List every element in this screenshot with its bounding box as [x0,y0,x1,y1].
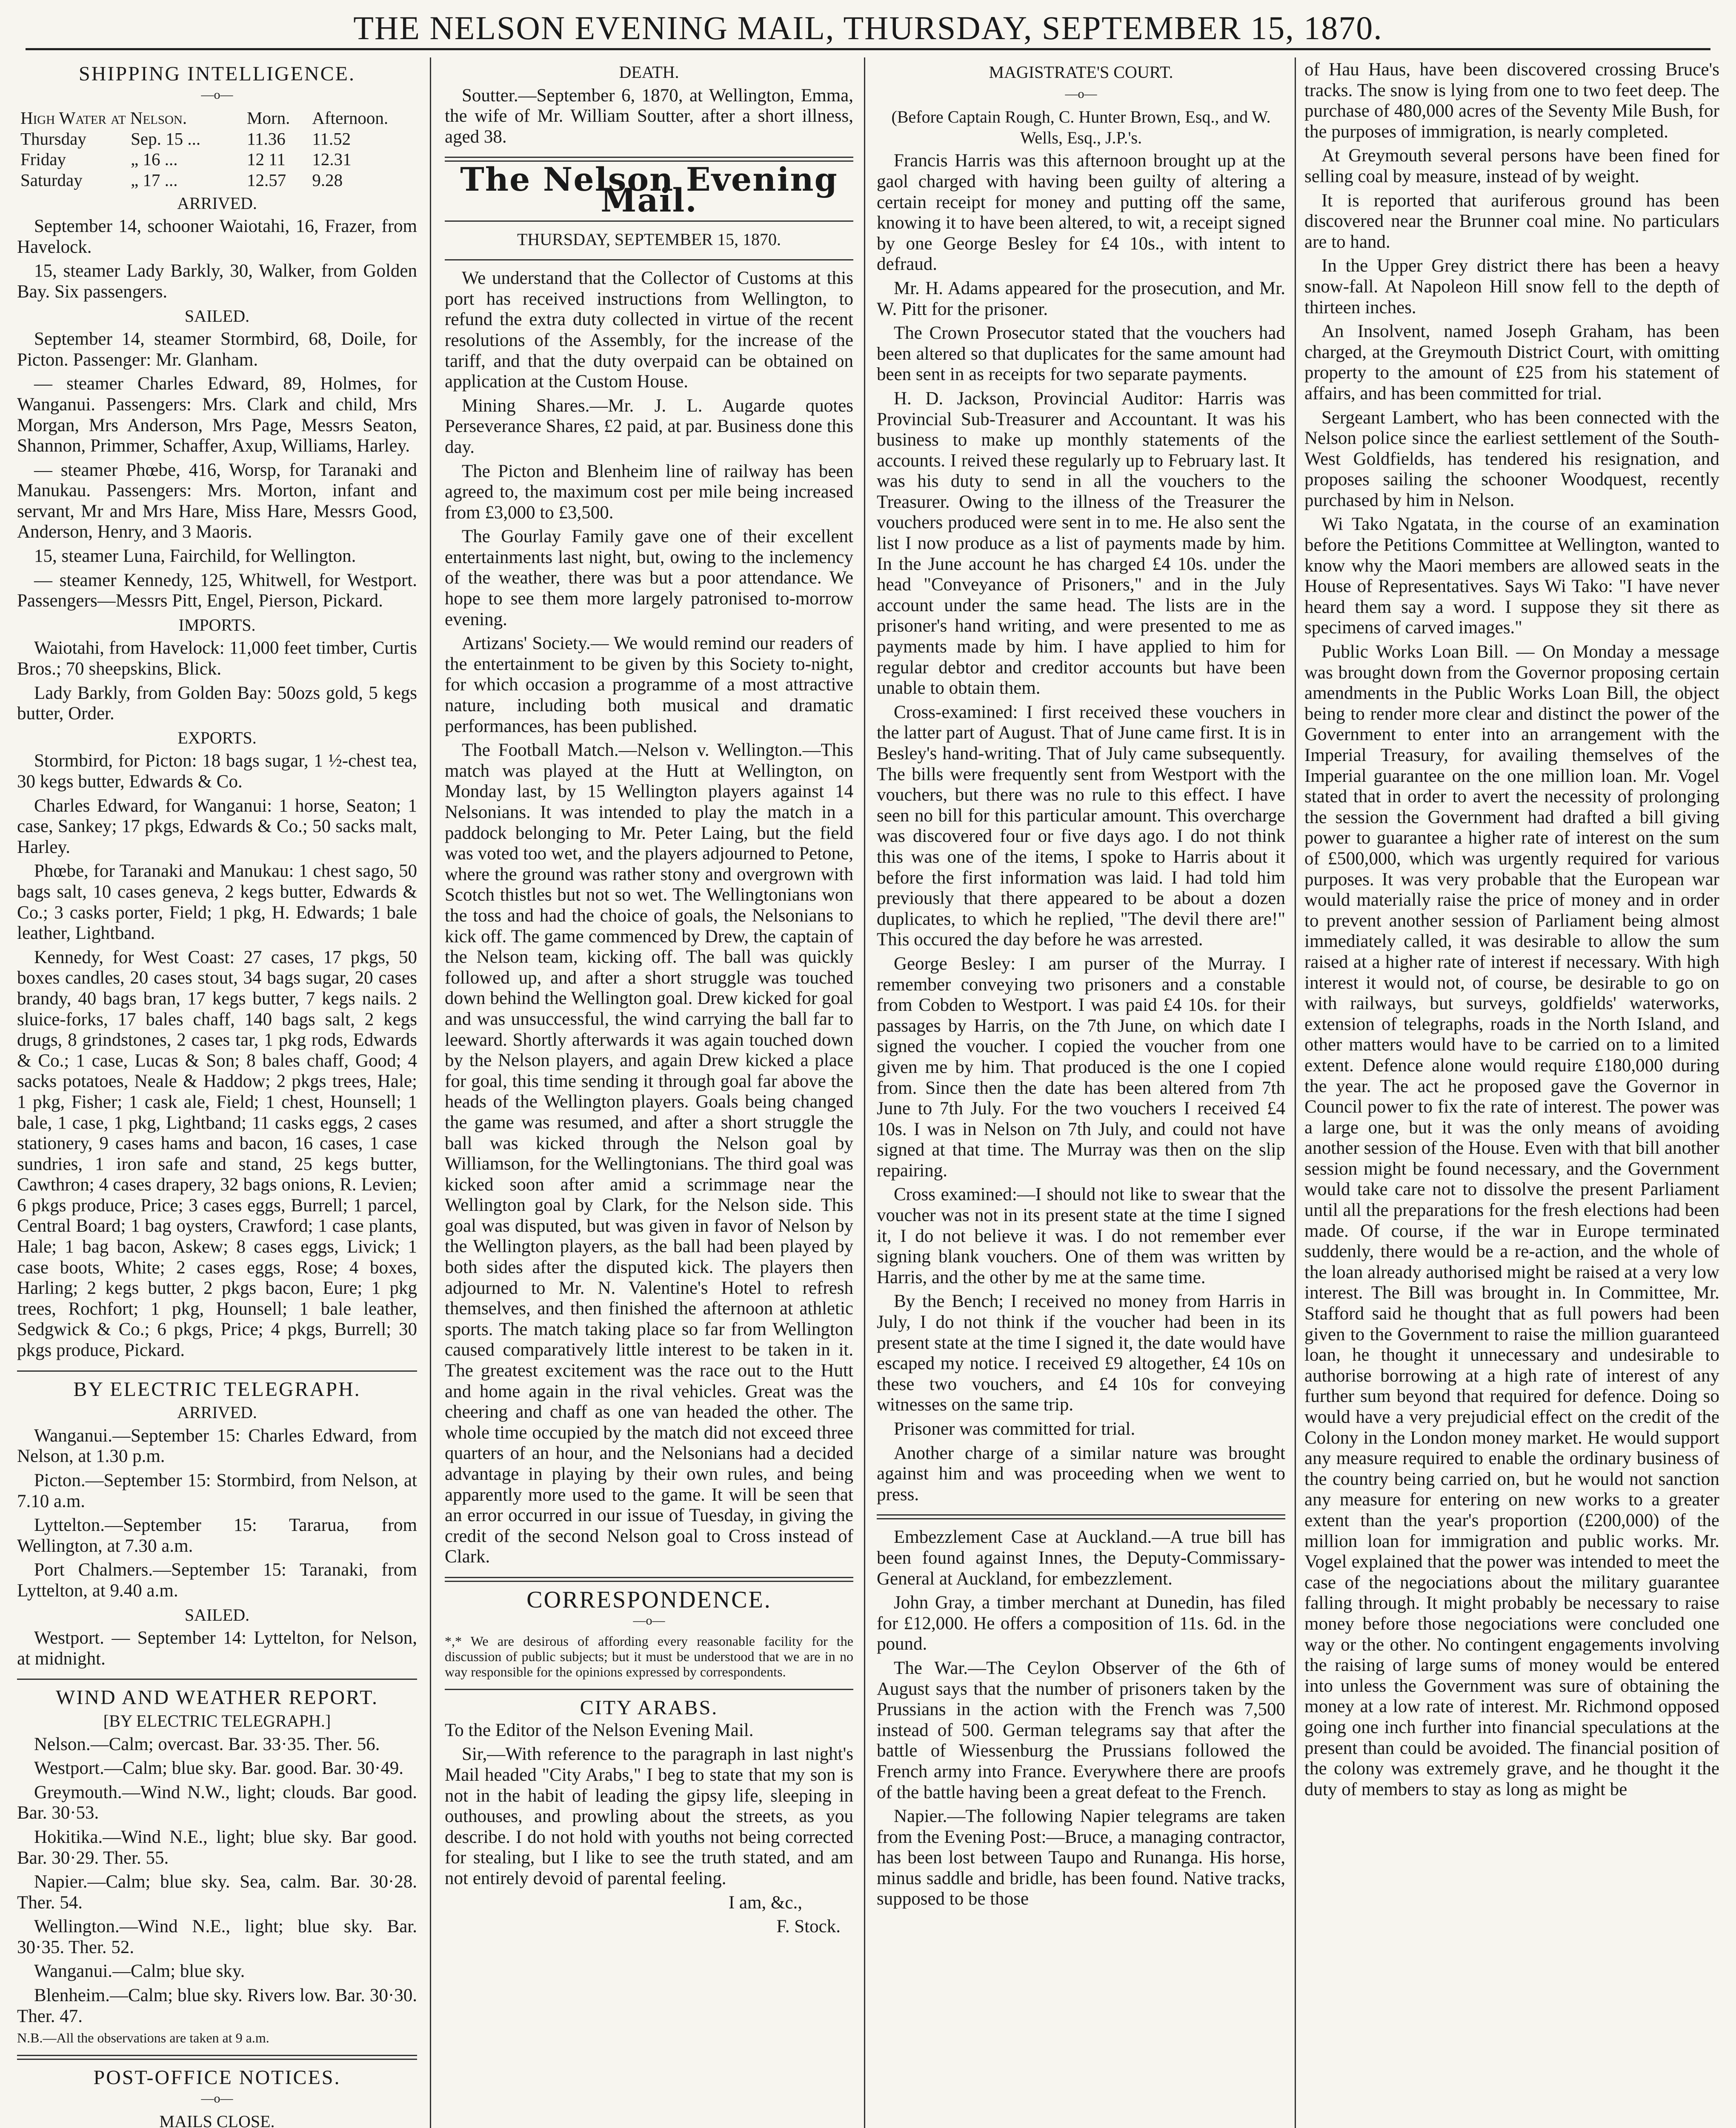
sailing-entry: — steamer Phœbe, 416, Worsp, for Taranaki and Manukau. Passengers: Mrs. Morton, infant and servant, Mr and Mrs Hare, Miss Hare, Messrs Good, Anderson, Henry, and 3 Maoris. [17,460,417,542]
letter-signature: F. Stock. [776,1916,841,1937]
news-paragraph: Embezzlement Case at Auckland.—A true bill has been found against Innes, the Deputy-Commissary-General at Auckland, for embezzlement. [877,1527,1285,1589]
dateline: THURSDAY, SEPTEMBER 15, 1870. [517,229,781,249]
ornament: —o— [633,1613,665,1627]
court-title: MAGISTRATE'S COURT. [989,63,1173,82]
sailing-entry: 15, steamer Luna, Fairchild, for Wellington. [34,546,356,566]
court-paragraph: H. D. Jackson, Provincial Auditor: Harris was Provincial Sub-Treasurer and Accountant. It was his business to make up monthly statements of the accounts. I reived these regularly up to February last. It was his duty to send in all the vouchers to the Treasurer. Owing to the illness of the Treasurer the vouchers produced were sent in to me. He also sent the list I now produce as a list of payments made by him. In the June account he has charged £4 10s. under the head "Conveyance of Prisoners," and in the July account under the same head. The lists are in the prisoner's hand writing, and were presented to me as payments made by him. I have applied to him for regular debtor and creditor accounts but have been unable to obtain them. [877,388,1285,698]
letter-close: I am, &c., [728,1892,802,1913]
tide-afternoon: 11.52 [312,129,351,149]
letter-title: CITY ARABS. [580,1696,718,1719]
exports-heading: EXPORTS. [177,728,257,747]
tide-row [17,149,417,170]
weather-note: N.B.—All the observations are taken at 9 a.m. [17,2030,269,2046]
column-3 [877,60,1285,2128]
sailed-heading: SAILED. [184,306,250,326]
masthead: THE NELSON EVENING MAIL, THURSDAY, SEPTEMBER 15, 1870. [26,8,1710,50]
telegraph-entry: Wanganui.—September 15: Charles Edward, from Nelson, at 1.30 p.m. [17,1425,417,1467]
court-paragraph: Prisoner was committed for trial. [894,1419,1135,1439]
section-rule [445,220,853,222]
news-paragraph: Public Works Loan Bill. — On Monday a message was brought down from the Governor proposing certain amendments in the Public Works Loan Bill, the object being to render more clear and distinct the power of the Government to enter into an arrangement with the Imperial Treasury, for availing themselves of the Imperial guarantee on the one million loan. Mr. Vogel stated that in order to avert the necessity of prolonging the session the Government had drafted a bill giving power to guarantee a higher rate of interest on the sum of £500,000, which was urgently required for various purposes. It was very probable that the European war would materially raise the price of money and in order to prevent another session of Parliament being almost immediately called, it was desirable to allow the sum raised at a higher rate of interest if necessary. With high interest it would not, of course, be desirable to go on with railways, but surveys, goldfields' waterworks, extension of telegraphs, roads in the North Island, and other matters would have to be carried on to a limited extent. Defence alone would require £180,000 during the year. The act he proposed gave the Governor in Council power to fix the rate of interest. The power was a large one, but it was the only means of avoiding another session of the House. Even with that bill another session might be found necessary, and the Government would take care not to dissolve the present Parliament until all the preparations for the fresh elections had been made. Of course, if the war in Europe terminated suddenly, there would be a re-action, and the whole of the loan already authorised might be raised at a very low interest. The Bill was brought in. In Committee, Mr. Stafford said he thought that as full powers had been given to the Government to raise the million guaranteed loan, he thought it unnecessary and undesirable to authorise borrowing at a high rate of interest of any further sum beyond that required for defence. Doing so would have a very prejudicial effect on the credit of the Colony in the London money market. He would support any measure required to enable the ordinary business of the country being carried on, but he would not sanction any measure for entering on new works to a greater extent than the year's proportion (£200,000) of the million loan for immigration and public works. Mr. Vogel explained that the power was intended to meet the case of the negociations about the military guarantee falling through. It might probably be necessary to raise money before those negociations were concluded one way or the other. No contingent engagements involving the raising of large sums of money would be entered into unless the Government was sure of obtaining the money at a low rate of interest. Mr. Richmond opposed going one inch further into financial speculations at the present than could be avoided. The financial position of the colony was extremely grave, and he thought it the duty of members to stay as long as might be [1304,642,1719,1799]
ornament: —o— [201,2091,233,2105]
shipping-title: SHIPPING INTELLIGENCE. [79,63,355,85]
weather-entry: Hokitika.—Wind N.E., light; blue sky. Bar good. Bar. 30·29. Ther. 55. [17,1827,417,1868]
news-paragraph: Mining Shares.—Mr. J. L. Augarde quotes Perseverance Shares, £2 paid, at par. Business done this day. [445,395,853,457]
import-entry: Waiotahi, from Havelock: 11,000 feet timber, Curtis Bros.; 70 sheepskins, Blick. [17,638,417,679]
column-rule [430,57,431,2128]
letter-body: Sir,—With reference to the paragraph in last night's Mail headed "City Arabs," I beg to state that my son is not in the habit of leading the gipsy life, sleeping in outhouses, and prowling about the streets, as you describe. I do not hold with youths not being corrected for stealing, but I like to see the truth stated, and am not entirely devoid of parental feeling. [445,1744,853,1888]
news-paragraph: We understand that the Collector of Customs at this port has received instructions from Wellington, to refund the extra duty collected in virtue of the recent resolutions of the Assembly, for the increase of the tariff, and that the duty overpaid can be obtained on application at the Custom House. [445,268,853,392]
column-rule [1295,57,1296,2128]
section-rule [445,1689,853,1690]
sailing-entry: — steamer Charles Edward, 89, Holmes, for Wanganui. Passengers: Mrs. Clark and child, Mrs Morgan, Mrs Anderson, Mrs Page, Messrs Seaton, Shannon, Primmer, Schaffer, Axup, Williams, Harley. [17,374,417,456]
news-paragraph: At Greymouth several persons have been fined for selling coal by measure, instead of by weight. [1304,146,1719,186]
telegraph-title: BY ELECTRIC TELEGRAPH. [73,1378,361,1401]
section-rule [17,1370,417,1372]
tide-morning: 11.36 [247,129,286,149]
tel-arrived-heading: ARRIVED. [177,1403,257,1422]
import-entry: Lady Barkly, from Golden Bay: 50ozs gold, 5 kegs butter, Order. [17,683,417,724]
arrived-heading: ARRIVED. [177,193,257,213]
news-paragraph: John Gray, a timber merchant at Dunedin, has filed for £12,000. He offers a composition of 11s. 6d. in the pound. [877,1593,1285,1654]
imports-heading: IMPORTS. [178,615,256,635]
court-paragraph: Francis Harris was this afternoon brought up at the gaol charged with having been guilty of altering a certain receipt for money and putting off the same, knowing it to have been altered, to wit, a receipt signed by one George Besley for £4 10s., with intent to defraud. [877,151,1285,275]
news-paragraph: Sergeant Lambert, who has been connected with the Nelson police since the earliest settlement of the South-West Goldfields, has tendered his resignation, and proposes sailing the schooner Woodquest, recently purchased by him in Nelson. [1304,407,1719,510]
news-paragraph: The War.—The Ceylon Observer of the 6th of August says that the number of prisoners taken by the Prussians in the action with the French was 7,500 instead of 500. German telegrams say that after the battle of Wiessenburg the Prussians followed the French army into France. Everywhere there are proofs of the battle having been a great defeat to the French. [877,1658,1285,1802]
court-paragraph: Cross-examined: I first received these vouchers in the latter part of August. That of June came first. It is in Besley's hand-writing. That of July came subsequently. The bills were frequently sent from Westport with the vouchers, but there was no rule to this effect. I have seen no bill for this particular amount. This overcharge was discovered four or five days ago. I do not think this was one of the items, I spoke to Harris about it before the first information was laid. I had told him previously that there appeared to be about a dozen duplicates, to which he replied, "The devil there are!" This occured the day before he was arrested. [877,702,1285,950]
court-paragraph: By the Bench; I received no money from Harris in July, I do not think if the voucher had been in its present state at the time I signed it, the date would have escaped my notice. I received £9 altogether, £4 10s on these two vouchers, and £4 10s for conveying witnesses on the same trip. [877,1291,1285,1415]
sailing-entry: September 14, steamer Stormbird, 68, Doile, for Picton. Passenger: Mr. Glanham. [17,329,417,370]
letter-salutation: To the Editor of the Nelson Evening Mail. [445,1720,754,1740]
correspondence-title: CORRESPONDENCE. [526,1586,772,1613]
news-paragraph: The Picton and Blenheim line of railway has been agreed to, the maximum cost per mile being increased from £3,000 to £3,500. [445,461,853,523]
tide-table [17,108,417,190]
column-2 [445,60,853,2128]
section-rule [445,259,853,260]
court-paragraph: George Besley: I am purser of the Murray. I remember conveying two prisoners and a constable from Cobden to Westport. I was paid £4 10s. for their passages by Harris, on the 7th June, on which date I signed the voucher. I copied the voucher from one given me by him. That produced is the one I copied from. Since then the date has been altered from 7th June to 7th July. For the two vouchers I received £4 10s. I was in Nelson on 7th July, and could not have signed at that time. The Murray was then on the slip repairing. [877,953,1285,1181]
section-rule [877,1514,1285,1519]
telegraph-entry: Picton.—September 15: Stormbird, from Nelson, at 7.10 a.m. [17,1470,417,1511]
correspondence-note: *,* We are desirous of affording every reasonable facility for the discussion of public subjects; but it must be understood that we are in no way responsible for the opinions expressed by correspondents. [445,1633,853,1680]
tide-morning: 12.57 [247,170,286,190]
news-paragraph: In the Upper Grey district there has been a heavy snow-fall. At Napoleon Hill snow fell to the depth of thirteen inches. [1304,256,1719,317]
section-rule [17,2055,417,2060]
news-paragraph: of Hau Haus, have been discovered crossing Bruce's tracks. The snow is lying from one to two feet deep. The purchase of 480,000 acres of the Seventy Mile Bush, for the purposes of immigration, is nearly completed. [1304,60,1719,142]
weather-entry: Greymouth.—Wind N.W., light; clouds. Bar good. Bar. 30·53. [17,1782,417,1823]
telegraph-entry: Port Chalmers.—September 15: Taranaki, from Lyttelton, at 9.40 a.m. [17,1560,417,1601]
weather-title: WIND AND WEATHER REPORT. [56,1686,378,1709]
court-subtitle: (Before Captain Rough, C. Hunter Brown, Esq., and W. Wells, Esq., J.P.'s. [891,107,1271,147]
tide-afternoon: 9.28 [312,170,343,190]
tide-date: Sep. 15 ... [131,129,201,149]
tide-header-place: High Water at Nelson. [20,108,187,128]
arrival-entry: September 14, schooner Waiotahi, 16, Frazer, from Havelock. [17,216,417,257]
export-entry: Phœbe, for Taranaki and Manukau: 1 chest sago, 50 bags salt, 10 cases geneva, 2 kegs butter, Edwards & Co.; 3 casks porter, Field; 1 pkg, H. Edwards; 1 bale leather, Lightband. [17,861,417,944]
weather-entry: Nelson.—Calm; overcast. Bar. 33·35. Ther. 56. [34,1734,380,1754]
weather-subtitle: [BY ELECTRIC TELEGRAPH.] [103,1711,331,1730]
tide-row [17,129,417,149]
news-paragraph: It is reported that auriferous ground has been discovered near the Brunner coal mine. No particulars are to hand. [1304,190,1719,252]
news-paragraph: An Insolvent, named Joseph Graham, has been charged, at the Greymouth District Court, with omitting property to the amount of £25 from his statement of affairs, and has been committed for trial. [1304,321,1719,403]
death-title: DEATH. [619,63,679,82]
export-entry: Stormbird, for Picton: 18 bags sugar, 1 ½-chest tea, 30 kegs butter, Edwards & Co. [17,751,417,792]
tide-header-aft: Afternoon. [312,108,389,128]
column-1 [17,60,417,2128]
ornament: —o— [1065,86,1097,101]
export-entry: Charles Edward, for Wanganui: 1 horse, Seaton; 1 case, Sankey; 17 pkgs, Edwards & Co.; 50 sacks malt, Harley. [17,795,417,857]
weather-entry: Napier.—Calm; blue sky. Sea, calm. Bar. 30·28. Ther. 54. [17,1872,417,1913]
tide-day: Saturday [20,170,83,190]
column-4 [1304,60,1719,2128]
news-paragraph: The Football Match.—Nelson v. Wellington.—This match was played at the Hutt at Wellington, on Monday last, by 15 Wellington players against 14 Nelsonians. It was intended to play the match in a paddock belonging to Mr. Peter Laing, but the field was voted too wet, and the players adjourned to Petone, where the ground was rather stony and overgrown with Scotch thistles but not so wet. The Wellingtonians won the toss and had the choice of goals, the Nelsonians to kick off. The game commenced by Drew, the captain of the Nelson team, kicking off. The ball was quickly followed up, and after a short struggle was touched down behind the Wellington goal. Drew kicked for goal and was unsuccessful, the wind carrying the ball far to leeward. Shortly afterwards it was again touched down by the Nelson players, and again Drew kicked a place for goal, this time sending it through goal far above the heads of the Wellington players. Goals being changed the game was resumed, and after a short struggle the ball was kicked through the Nelson goal by Williamson, for the Wellingtonians. The third goal was kicked soon after amid a scrimmage near the Wellington goal by Clark, for the Nelson side. This goal was disputed, but was given in favor of Nelson by the Wellington players, as the ball had been played by both sides after the disputed kick. The players then adjourned to Mr. N. Valentine's Hotel to refresh themselves, and then finished the afternoon at athletic sports. The match taking place so far from Wellington caused comparatively little interest to be taken in it. The greatest excitement was the race out to the Hutt and home again in the rival vehicles. Great was the cheering and chaff as one van headed the other. The whole time occupied by the match did not exceed three quarters of an hour, and the Nelsonians had a decided advantage in playing by their own rules, and being apparently more used to the game. It will be seen that an error occurred in our issue of Tuesday, in giving the credit of the second Nelson goal to Cross instead of Clark. [445,740,853,1567]
tel-sailed-heading: SAILED. [184,1605,250,1625]
tide-day: Thursday [20,129,86,149]
news-paragraph: Napier.—The following Napier telegrams are taken from the Evening Post:—Bruce, a managing contractor, has been lost between Taupo and Runanga. His horse, minus saddle and bridle, has been found. Native tracks, supposed to be those [877,1806,1285,1909]
tide-afternoon: 12.31 [312,149,352,169]
section-rule [17,1679,417,1680]
news-paragraph: Wi Tako Ngatata, in the course of an examination before the Petitions Committee at Wellington, wanted to know why the Maori members are allowed seats in the House of Representatives. Says Wi Tako: "I have never heard them say a word. I suppose they sit there as specimens of carved images." [1304,514,1719,638]
weather-entry: Westport.—Calm; blue sky. Bar. good. Bar. 30·49. [34,1758,403,1779]
weather-entry: Wanganui.—Calm; blue sky. [34,1961,245,1982]
tide-header-morn: Morn. [247,108,290,128]
section-rule [445,1577,853,1582]
tide-morning: 12 11 [247,149,286,169]
post-office-title: POST-OFFICE NOTICES. [93,2066,341,2089]
news-paragraph: Artizans' Society.— We would remind our readers of the entertainment to be given by this Society to-night, for which occasion a programme of a most attractive nature, including both musical and dramatic performances, has been published. [445,633,853,736]
court-paragraph: The Crown Prosecutor stated that the vouchers had been altered so that duplicates for the same amount had been sent in as receipts for two separate payments. [877,323,1285,385]
court-paragraph: Mr. H. Adams appeared for the prosecution, and Mr. W. Pitt for the prisoner. [877,278,1285,319]
weather-entry: Blenheim.—Calm; blue sky. Rivers low. Bar. 30·30. Ther. 47. [17,1985,417,2026]
export-entry: Kennedy, for West Coast: 27 cases, 17 pkgs, 50 boxes candles, 20 cases stout, 34 bags sugar, 20 cases brandy, 40 bags bran, 17 kegs butter, 7 kegs nails. 2 sluice-forks, 17 bales chaff, 140 bags salt, 2 kegs drugs, 8 grindstones, 2 cases tar, 1 pkg rods, Edwards & Co.; 1 case, Lucas & Son; 8 bales chaff, Good; 4 sacks potatoes, Neale & Haddow; 2 pkgs trees, Hale; 1 pkg, Fisher; 1 cask ale, Field; 1 chest, Hounsell; 1 bale, 1 case, 1 pkg, Lightband; 11 casks eggs, 2 cases stationery, 9 cases hams and bacon, 16 cases, 1 case sundries, 1 iron safe and stand, 25 kegs butter, Cawthron; 4 cases drapery, 32 bags onions, R. Levien; 6 pkgs produce, Price; 3 cases eggs, Burrell; 1 parcel, Central Board; 1 bag oysters, Crawford; 1 case plants, Hale; 1 bag bacon, Askew; 8 cases eggs, Livick; 1 case boots, White; 2 cases eggs, Rose; 4 boxes, Harling; 2 kegs butter, 2 pkgs bacon, Eure; 1 pkg trees, Rochfort; 1 pkg, Hounsell; 1 bale leather, Sedgwick & Co.; 6 pkgs, Price; 4 pkgs, Burrell; 30 pkgs produce, Pickard. [17,947,417,1361]
tide-table-header [17,108,417,129]
mails-close-heading: MAILS CLOSE. [159,2112,275,2128]
court-paragraph: Cross examined:—I should not like to swear that the voucher was not in its present state at the time I signed it, I do not believe it was. I do not remember ever signing blank vouchers. One of them was written by Harris, and the other by me at the same time. [877,1184,1285,1287]
news-paragraph: The Gourlay Family gave one of their excellent entertainments last night, but, owing to the inclemency of the weather, there was but a poor attendance. We hope to see them more largely patronised to-morrow evening. [445,526,853,629]
court-paragraph: Another charge of a similar nature was brought against him and was proceeding when we went to press. [877,1443,1285,1504]
telegraph-entry: Westport. — September 14: Lyttelton, for Nelson, at midnight. [17,1628,417,1669]
weather-entry: Wellington.—Wind N.E., light; blue sky. Bar. 30·35. Ther. 52. [17,1916,417,1957]
telegraph-entry: Lyttelton.—September 15: Tararua, from Wellington, at 7.30 a.m. [17,1515,417,1556]
ornament: —o— [201,87,233,102]
arrival-entry: 15, steamer Lady Barkly, 30, Walker, from Golden Bay. Six passengers. [17,261,417,302]
column-rule [864,57,865,2128]
tide-day: Friday [20,149,66,169]
tide-row [17,170,417,191]
death-notice: Soutter.—September 6, 1870, at Wellington, Emma, the wife of Mr. William Soutter, after a short illness, aged 38. [445,85,853,147]
tide-date: „ 16 ... [131,149,178,169]
sailing-entry: — steamer Kennedy, 125, Whitwell, for Westport. Passengers—Messrs Pitt, Engel, Pierson, Pickard. [17,570,417,611]
paper-title: The Nelson Evening Mail. [460,160,838,219]
tide-date: „ 17 ... [131,170,178,190]
